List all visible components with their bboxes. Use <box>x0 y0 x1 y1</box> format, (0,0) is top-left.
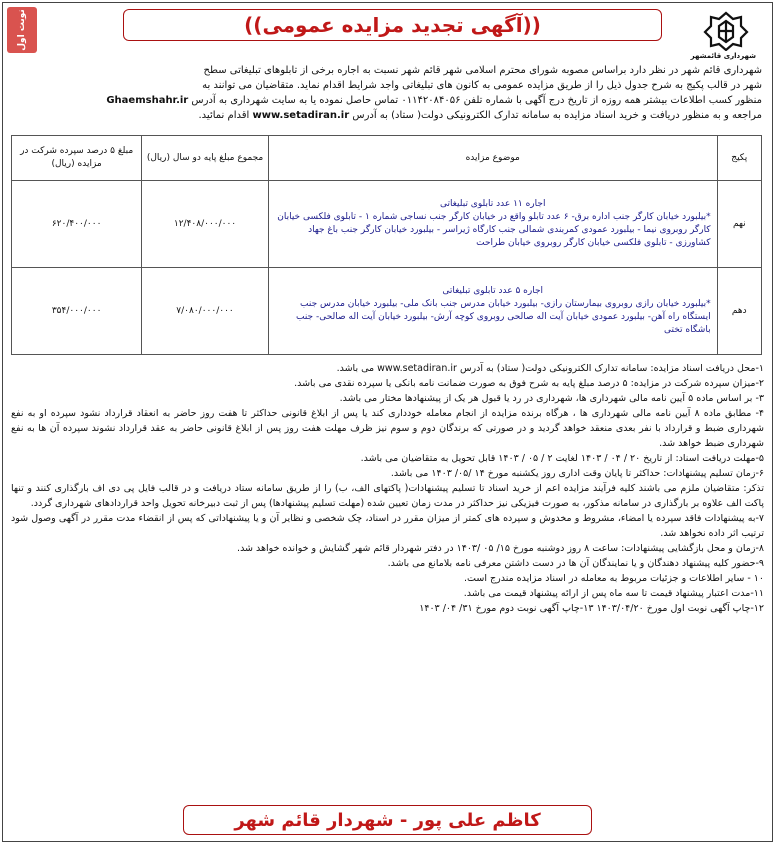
row-package: دهم <box>717 268 761 355</box>
intro-line-1: شهرداری قائم شهر در نظر دارد براساس مصوبه شورای محترم اسلامی شهر قائم شهر نسبت به اجاره برخی از تابلوهای تبلیغاتی سطح <box>203 65 762 76</box>
table-header-row <box>12 136 762 181</box>
conditions-list <box>3 355 772 616</box>
condition-item: ۸-زمان و محل بازگشایی پیشنهادات: ساعت ۸ روز دوشنبه مورخ ۱۵/ ۰۵ /۱۴۰۳ در دفتر شهردار قائم شهر گشایش و خوانده خواهد شد. <box>237 543 764 554</box>
logo-caption: شهرداری قائمشهر <box>690 52 756 60</box>
ghaemshahr-site-link[interactable]: Ghaemshahr.ir <box>106 95 189 106</box>
table-row <box>12 181 762 268</box>
intro-line-4-end: اقدام نمائید. <box>198 110 250 121</box>
intro-line-2: شهر در قالب پکیج به شرح جدول ذیل را از طریق مزایده عمومی به کانون های تبلیغاتی واجد شرایط اقدام نماید. متقاضیان می توانند به <box>202 80 762 91</box>
intro-line-3-text: منظور کسب اطلاعات بیشتر همه روزه از تاریخ درج آگهی با شماره تلفن ۰۱۱۴۲۰۸۴۰۵۶ تماس حاصل نموده یا به سایت شهرداری به آدرس <box>191 95 762 106</box>
row-subject-body: *بیلبورد خیابان رازی روبروی بیمارستان رازی- بیلبورد خیابان مدرس جنب بانک ملی- بیلبورد خیابان مدرس جنب ایستگاه راه آهن- بیلبورد عمودی خیابان آیت اله صالحی روبروی کوچه آرش- بیلبورد خیابان آیت اله صالحی- جنب باشگاه تختی <box>295 299 711 335</box>
title-box <box>123 9 662 41</box>
row-base-price: ۷/۰۸۰/۰۰۰/۰۰۰ <box>142 268 269 355</box>
intro-line-3 <box>15 93 762 108</box>
notice-page <box>2 2 773 842</box>
condition-item: تذکر: متقاضیان ملزم می باشند کلیه فرآیند مزایده اعم از خرید اسناد تا تسلیم پیشنهادات( پاکتهای الف، ب) را از طریق سامانه ستاد دریافت و در قالب فایل پی دی اف بارگذاری کنند و تنها پاکت الف علاوه بر بارگذاری در سامانه مذکور، به صورت فیزیکی نیز حداکثر در مدت زمان تعیین شده (مهلت تسلیم پیشنهادها) پس از ثبت دبیرخانه تحویل واحد قراردادهای شهرداری گردد. <box>11 483 764 509</box>
row-subject <box>268 181 717 268</box>
condition-item: ۳- بر اساس ماده ۵ آیین نامه مالی شهرداری ها، شهرداری در رد یا قبول هر یک از پیشنهادها مختار می باشد. <box>339 393 764 404</box>
row-deposit: ۶۲۰/۴۰۰/۰۰۰ <box>12 181 142 268</box>
setadiran-site-link[interactable]: www.setadiran.ir <box>252 110 350 121</box>
intro-line-4 <box>15 108 762 123</box>
municipality-logo <box>690 11 756 60</box>
auction-table <box>11 135 762 355</box>
condition-item: ۱۰ - سایر اطلاعات و جزئیات مربوط به معامله در اسناد مزایده مندرج است. <box>464 573 764 584</box>
row-subject-title: اجاره ۵ عدد تابلوی تبلیغاتی <box>442 286 544 296</box>
page-title: ((آگهی تجدید مزایده عمومی)) <box>244 13 541 37</box>
condition-item: ۱-محل دریافت اسناد مزایده: سامانه تدارک الکترونیکی دولت( ستاد) به آدرس www.setadiran.ir می باشد. <box>336 363 764 374</box>
municipality-emblem-icon <box>703 11 749 51</box>
intro-line-4-text: مراجعه و به منظور دریافت و خرید اسناد مزایده به سامانه تدارک الکترونیکی دولت( ستاد) به آدرس <box>352 110 762 121</box>
signature-box <box>183 805 592 835</box>
row-subject-body: *بیلبورد خیابان کارگر جنب اداره برق- ۶ عدد تابلو واقع در خیابان کارگر جنب نساجی شماره ۱ - تابلوی فلکسی خیابان کارگر روبروی نیما - بیلبورد عمودی کمربندی شمالی جنب کارگاه ژیراسر - بیلبورد خیابان کارگر جنب باغ جهاد کشاورزی - تابلوی فلکسی خیابان کارگر روبروی خیابان طراحت <box>277 212 711 248</box>
condition-item: ۱۲-چاپ آگهی نوبت اول مورخ ۱۴۰۳/۰۴/۲۰ ۱۳-چاپ آگهی نوبت دوم مورخ ۳۱/ ۰۴/ ۱۴۰۳ <box>419 603 764 614</box>
header-package: پکیج <box>717 136 761 181</box>
header-subject: موضوع مزایده <box>268 136 717 181</box>
header-base-price: مجموع مبلغ پایه دو سال (ریال) <box>142 136 269 181</box>
row-package: نهم <box>717 181 761 268</box>
row-subject-title: اجاره ۱۱ عدد تابلوی تبلیغاتی <box>439 199 546 209</box>
mayor-signature: کاظم علی پور - شهردار قائم شهر <box>234 809 541 831</box>
header <box>3 3 772 61</box>
row-deposit: ۳۵۴/۰۰۰/۰۰۰ <box>12 268 142 355</box>
condition-item: ۹-حضور کلیه پیشنهاد دهندگان و یا نمایندگان آن ها در دست داشتن معرفی نامه بلامانع می باشد. <box>387 558 764 569</box>
row-base-price: ۱۲/۴۰۸/۰۰۰/۰۰۰ <box>142 181 269 268</box>
header-deposit: مبلغ ۵ درصد سپرده شرکت در مزایده (ریال) <box>12 136 142 181</box>
condition-item: ۷-به پیشنهادات فاقد سپرده یا امضاء، مشروط و مخدوش و سپرده های کمتر از میزان مقرر در اسناد، چک شخصی و نظایر آن و یا پیشنهاداتی که پس از انقضاء مدت مقرر در آگهی وصول شود ترتیب اثر داده نخواهد شد. <box>11 513 764 539</box>
condition-item: ۲-میزان سپرده شرکت در مزایده: ۵ درصد مبلغ پایه به شرح فوق به صورت ضمانت نامه بانکی یا سپرده نقدی می باشد. <box>294 378 764 389</box>
condition-item: ۵-مهلت دریافت اسناد: از تاریخ ۲۰ / ۰۴ / ۱۴۰۳ لغایت ۲ / ۰۵ / ۱۴۰۳ قابل تحویل به متقاضیان می باشد. <box>360 453 764 464</box>
row-subject <box>268 268 717 355</box>
badge-label: نوبت اول <box>17 9 27 51</box>
table-row <box>12 268 762 355</box>
condition-item: ۱۱-مدت اعتبار پیشنهاد قیمت تا سه ماه پس از ارائه پیشنهاد قیمت می باشد. <box>463 588 764 599</box>
intro-paragraph <box>3 61 772 123</box>
round-badge <box>7 7 37 53</box>
condition-item: ۴- مطابق ماده ۸ آیین نامه مالی شهرداری ها ، هرگاه برنده مزایده از انجام معامله خودداری کند یا پس از ابلاغ قانونی حداکثر تا هفت روز حاضر به انعقاد قرارداد نشود سپرده او به نفع شهرداری ضبط و قرارداد با نفر بعدی منعقد خواهد گردید و در صورتی که برندگان دوم و سوم نیز ظرف مهلت هفت روز پس از ابلاغ قانونی حاضر به عقد قرارداد نشوند سپرده آن ها به نفع شهرداری ضبط خواهد شد. <box>11 408 764 449</box>
condition-item: ۶-زمان تسلیم پیشنهادات: حداکثر تا پایان وقت اداری روز یکشنبه مورخ ۱۴ /۰۵/ ۱۴۰۳ می باشد. <box>390 468 764 479</box>
